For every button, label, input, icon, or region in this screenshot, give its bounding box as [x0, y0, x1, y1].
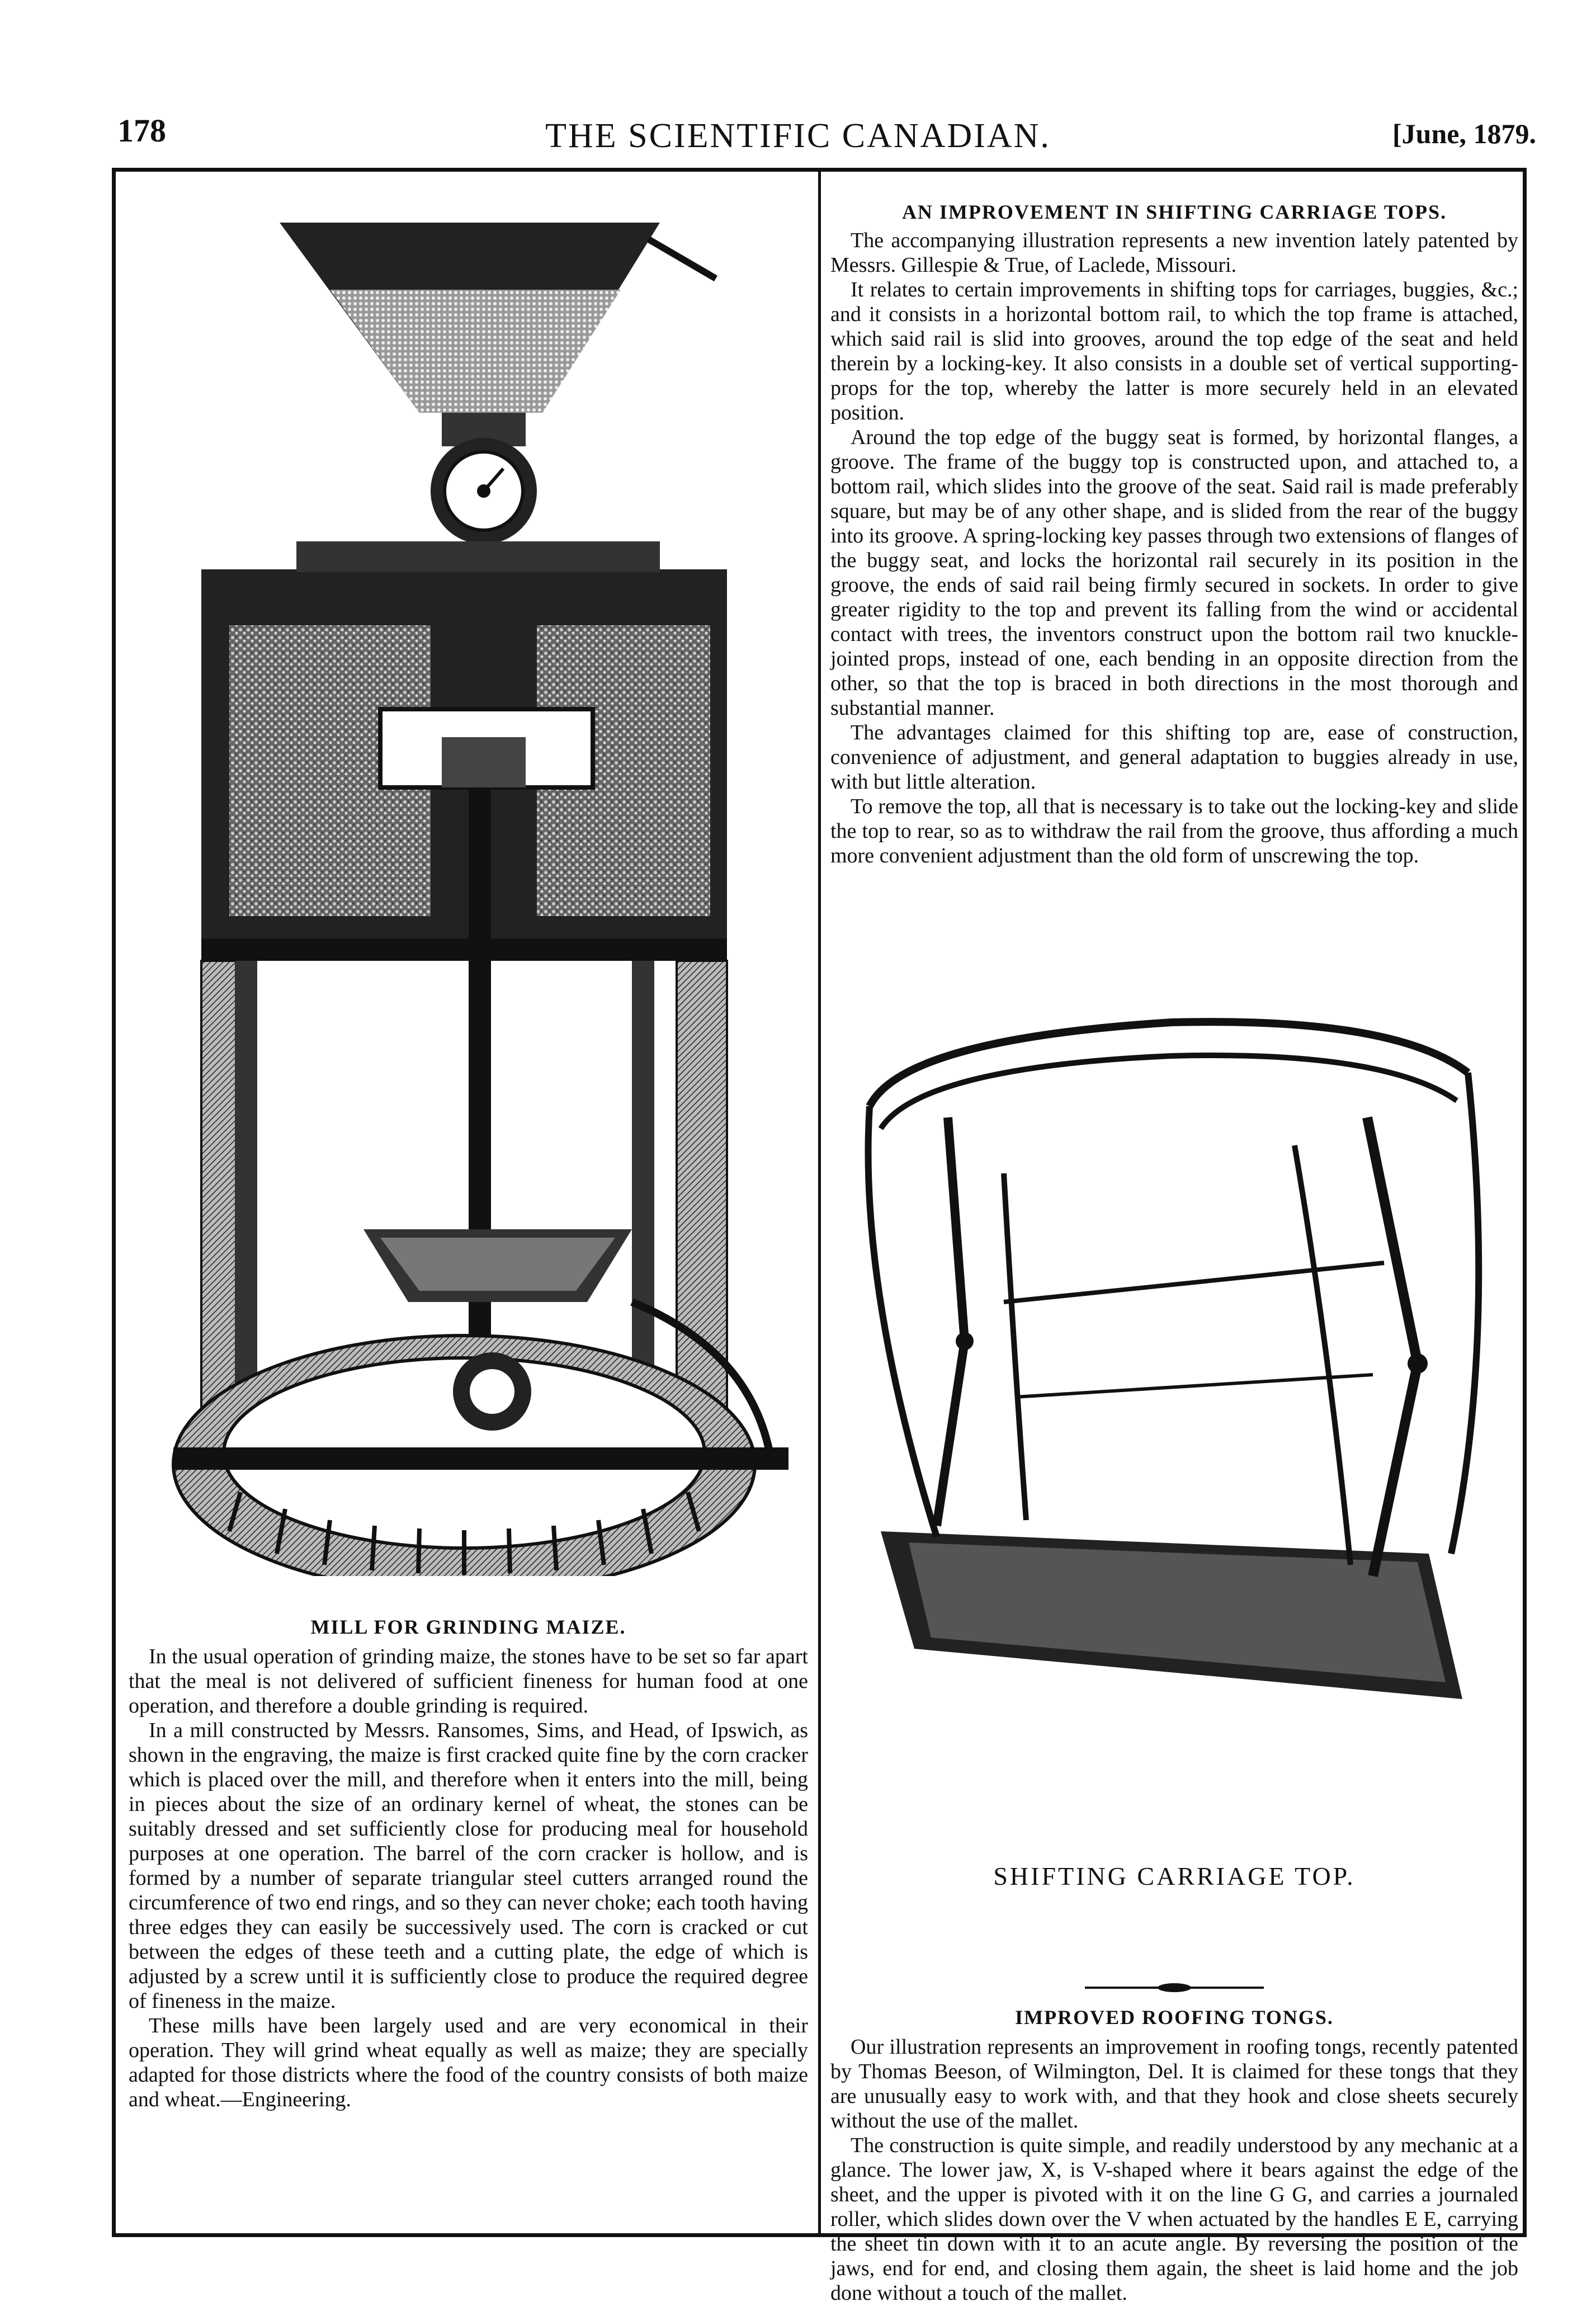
issue-date: [June, 1879. — [1392, 118, 1536, 149]
carriage-paragraph: Around the top edge of the buggy seat is formed, by horizontal flanges, a groove. The frame of the buggy top is constructed upon, and attached to, a bottom rail, which slides into the groove of the seat. Said rail is made preferably square, but may be of any other shape, and is slided from the rear of the buggy into its groove. A spring-locking key passes through two extensions of flanges of the buggy seat, and locks the horizontal rail securely in its position in the groove, the ends of said rail being firmly secured in sockets. In order to give greater rigidity to the top and prevent its falling from the wind or accidental contact with trees, the inventors construct upon the bottom rail two knuckle-jointed props, instead of one, each bending in an opposite direction from the other, so that the top is braced in both directions in the most thorough and substantial manner. — [830, 426, 1518, 720]
roofing-paragraph: Our illustration represents an improvement in roofing tongs, recently patented by Thomas Beeson, of Wilmington, Del. It is claimed for these tongs that they are unusually easy to work with, and that they hook and close sheets securely without the use of the mallet. — [830, 2035, 1518, 2133]
carriage-article — [830, 200, 1518, 868]
shifting-carriage-top-illustration — [836, 1006, 1518, 1777]
section-separator — [1085, 1982, 1264, 1994]
carriage-paragraph: It relates to certain improvements in shifting tops for carriages, buggies, &c.; and it consists in a horizontal bottom rail, to which the top frame is attached, which said rail is slid into grooves, around the top edge of the seat and held therein by a locking-key. It also consists in a double set of vertical supporting-props for the top, whereby the latter is more securely held in an elevated position. — [830, 278, 1518, 424]
carriage-caption-wrap — [830, 1861, 1518, 1891]
mill-paragraph: These mills have been largely used and are very economical in their operation. They will grind wheat equally as well as maize; they are specially adapted for those districts where the food of the country consists of both maize and wheat.—Engineering. — [129, 2014, 808, 2111]
right-column — [830, 178, 1521, 2305]
mill-paragraph: In the usual operation of grinding maize, the stones have to be set so far apart that the meal is not delivered of sufficient fineness for human food at one operation, and therefore a double grinding is required. — [129, 1645, 808, 1718]
column-divider — [818, 171, 821, 2234]
mill-article — [129, 1615, 808, 2112]
left-column — [122, 178, 810, 2230]
carriage-caption: SHIFTING CARRIAGE TOP. — [993, 1862, 1356, 1890]
carriage-article-heading: AN IMPROVEMENT IN SHIFTING CARRIAGE TOPS. — [901, 201, 1447, 223]
carriage-paragraph: The accompanying illustration represents a new invention lately patented by Messrs. Gillespie & True, of Laclede, Missouri. — [830, 229, 1518, 277]
carriage-paragraph: To remove the top, all that is necessary is to take out the locking-key and slide the top to rear, so as to withdraw the rail from the groove, thus affording a much more convenient adjustment than the old form of unscrewing the top. — [830, 795, 1518, 867]
page-number: 178 — [117, 112, 166, 149]
maize-mill-illustration — [129, 189, 808, 1576]
mill-article-heading: MILL FOR GRINDING MAIZE. — [310, 1616, 626, 1638]
publication-title: THE SCIENTIFIC CANADIAN. — [545, 117, 1051, 155]
page-header — [0, 112, 1596, 157]
roofing-paragraph: The construction is quite simple, and readily understood by any mechanic at a glance. The lower jaw, X, is V-shaped where it bears against the edge of the sheet, and the upper is pivoted with it on the line G G, and carries a journaled roller, which slides down over the V when actuated by the handles E E, carrying the sheet tin down with it to an acute angle. By reversing the position of the jaws, end for end, and closing them again, the sheet is laid home and the job done without a touch of the mallet. — [830, 2134, 1518, 2305]
roofing-article-heading: IMPROVED ROOFING TONGS. — [1015, 2006, 1334, 2028]
roofing-article — [830, 2006, 1518, 2305]
carriage-paragraph: The advantages claimed for this shifting top are, ease of construction, convenience of adjustment, and general adaptation to buggies already in use, with but little alteration. — [830, 721, 1518, 794]
mill-paragraph: In a mill constructed by Messrs. Ransomes, Sims, and Head, of Ipswich, as shown in the engraving, the maize is first cracked quite fine by the corn cracker which is placed over the mill, and therefore when it enters into the mill, being in pieces about the size of an ordinary kernel of wheat, the stones can be suitably dressed and set sufficiently close for producing meal for household purposes at one operation. The barrel of the corn cracker is hollow, and is formed by a number of separate triangular steel cutters arranged round the circumference of two end rings, and so they can never choke; each tooth having three edges they can easily be successively used. The corn is cracked or cut between the edges of these teeth and a cutting plate, the edge of which is adjusted by a screw until it is sufficiently close to produce the required degree of fineness in the maize. — [129, 1719, 808, 2013]
